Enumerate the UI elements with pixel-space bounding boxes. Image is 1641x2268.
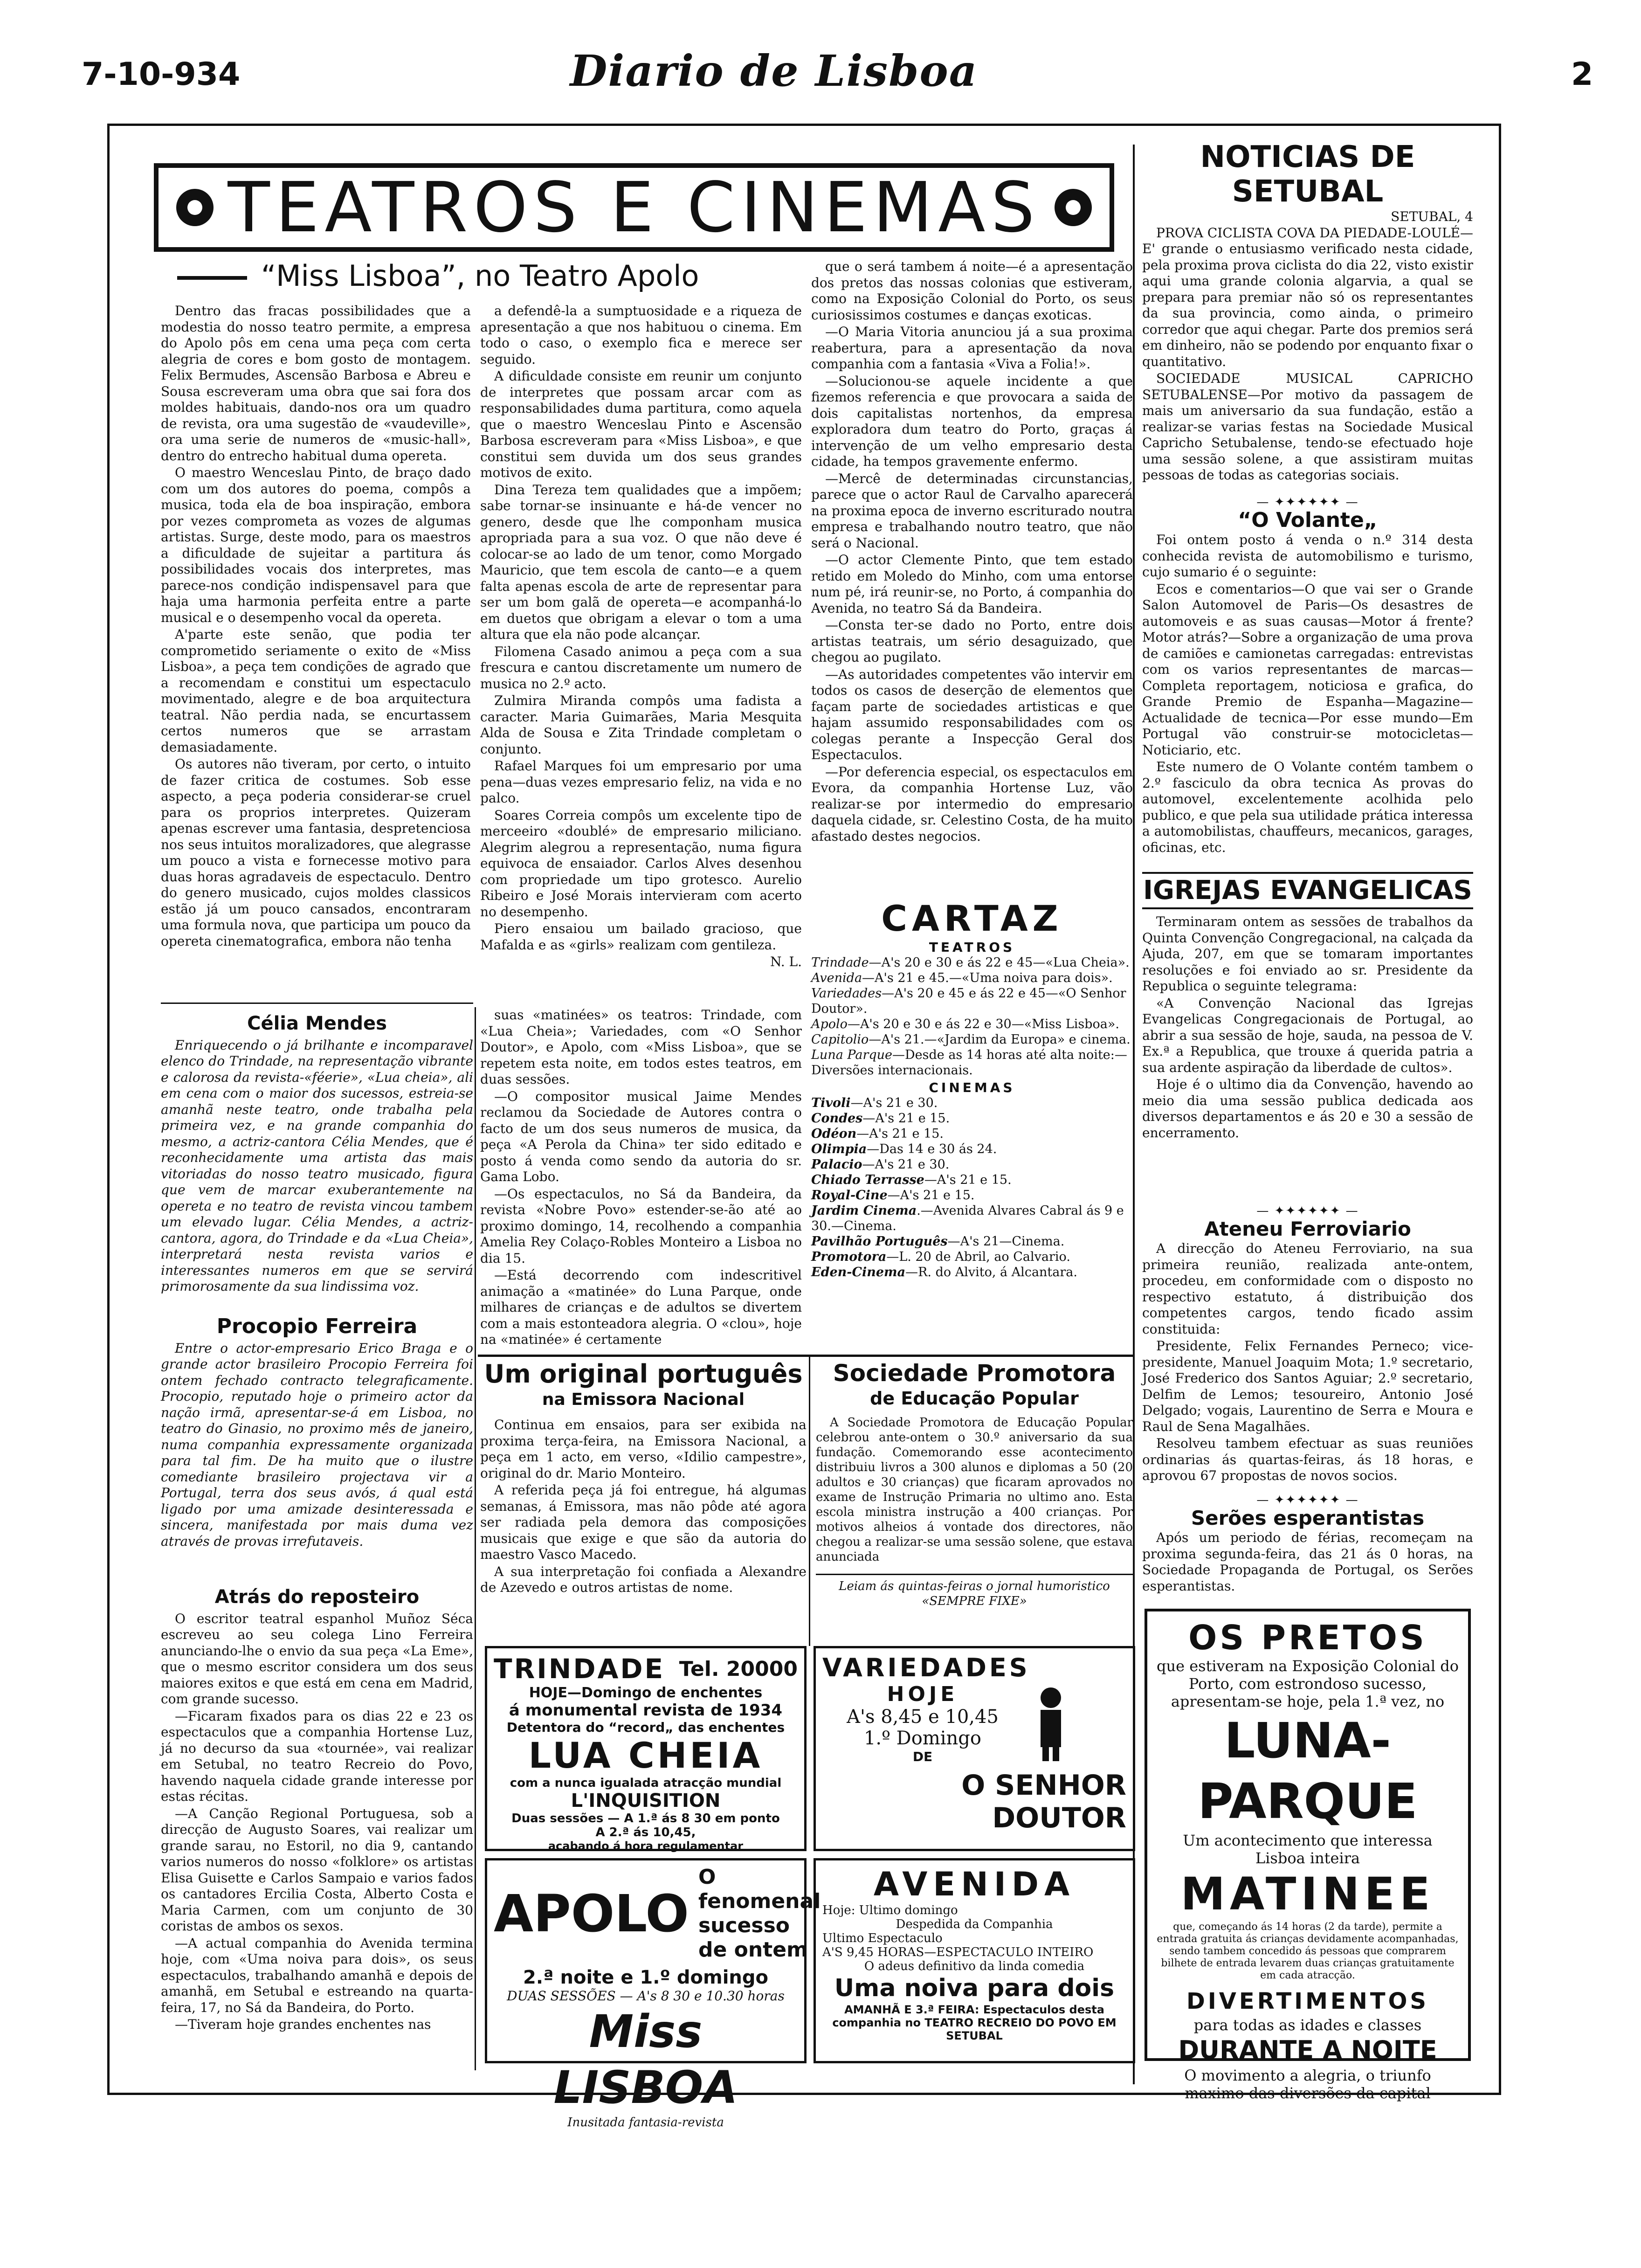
original-subtitle: na Emissora Nacional — [542, 1390, 745, 1409]
listing-name: Promotora — [811, 1250, 887, 1264]
listing-name: Trindade — [811, 955, 869, 970]
ad-variedades — [814, 1646, 1135, 1851]
column-divider — [475, 1007, 476, 2070]
ad-line: Ultimo Espectaculo — [822, 1931, 943, 1945]
divider-ornament: — ✦✦✦✦✦✦ — — [1256, 495, 1359, 509]
article-noticias-setubal — [1142, 140, 1473, 485]
ad-avenida — [814, 1858, 1135, 2063]
article-ateneu-ferroviario — [1142, 1203, 1473, 1501]
paragraph: A dificuldade consiste em reunir um conjunto de interpretes que possam arcar com as responsabilidades duma partitura, como aquela que o maestro Wenceslau Pinto e Ascensão Barbosa escreveram para «Miss Lisboa», e que constitui sem duvida um dos seus grandes motivos de exito. — [480, 368, 802, 480]
trindade-show: LUA CHEIA — [528, 1735, 763, 1776]
paragraph: —Os espectaculos, no Sá da Bandeira, da revista «Nobre Povo» estender-se-ão até ao proximo domingo, 14, recolhendo a companhia Amelia Rey Colaço-Robles Monteiro a Lisboa no dia 15. — [480, 1186, 802, 1266]
ad-line: L'INQUISITION — [571, 1790, 721, 1812]
paragraph: —Solucionou-se aquele incidente a que fizemos referencia e que provocara a saida de dois capitalistas nortenhos, da empresa exploradora dum teatro do Porto, graças á intervenção de um velho empresario desta cidade, ha tempos gravemente enfermo. — [811, 373, 1133, 469]
paragraph: PROVA CICLISTA COVA DA PIEDADE-LOULÉ—E' grande o entusiasmo verificado nesta cidade, pela proxima prova ciclista do dia 22, visto existir aqui uma grande colonia algarvia, a qual se prepara para premiar não só os representantes da sua provincia, como ainda, o primeiro corredor que aqui chegar. Parte dos premios será em dinheiro, não se podendo por enquanto fixar o quantitativo. — [1142, 225, 1473, 369]
volante-title: “O Volante„ — [1238, 508, 1378, 532]
article-miss-lisboa-col2 — [480, 303, 802, 993]
listing-name: Eden-Cinema — [811, 1265, 906, 1279]
luna-name: LUNA-PARQUE — [1198, 1712, 1418, 1830]
listing-row — [811, 1047, 1133, 1078]
headline-text: “Miss Lisboa”, no Teatro Apolo — [261, 259, 699, 293]
paragraph: —A actual companhia do Avenida termina hoje, com «Uma noiva para dois», os seus espectaculos, trabalhando amanhã e depois de amanhã, em Setubal e estreando na quarta-feira, 17, no Sá da Bandeira, do Porto. — [161, 1935, 473, 2015]
article-original-portugues — [480, 1359, 807, 1648]
listing-text: —A's 21 e 30. — [850, 1096, 938, 1110]
avenida-show: Uma noiva para dois — [834, 1974, 1115, 2002]
avenida-name: AVENIDA — [873, 1865, 1076, 1903]
sempre-fixe-note: Leiam ás quintas-feiras o jornal humoristico «SEMPRE FIXE» — [816, 1574, 1133, 1609]
paragraph: Este numero de O Volante contém tambem o 2.º fasciculo da obra tecnica As provas do automovel, excelentemente acolhida pelo publico, e que pela sua utilidade prática interessa a automobilistas, chauffeurs, mecanicos, garages, oficinas, etc. — [1142, 759, 1473, 855]
ad-line: A 2.ª ás 10,45, — [595, 1825, 696, 1839]
article-miss-lisboa-col1 — [161, 303, 471, 993]
article-celia-mendes — [161, 1007, 473, 1310]
listing-text: —A's 21.—«Jardim da Europa» e cinema. — [869, 1032, 1131, 1047]
paragraph: Ecos e comentarios—O que vai ser o Grande Salon Automovel de Paris—Os desastres de automoveis e as suas causas—Motor á frente? Motor atrás?—Sobre a organização de uma prova de camiões e camionetas carregadas: entrevistas com os varios representantes de marcas—Completa reportagem, noticiosa e grafica, do Grande Premio de Espanha—Magazine—Actualidade de tecnica—Por esse mundo—Em Portugal vão construir-se motocicletas—Noticiario, etc. — [1142, 581, 1473, 758]
listing-name: Variedades — [811, 986, 882, 1001]
listing-text: —A's 21 e 15. — [924, 1173, 1012, 1187]
ad-line: que estiveram na Exposição Colonial do Porto, com estrondoso sucesso, apresentam-se hoje, pela 1.ª vez, no — [1157, 1657, 1459, 1710]
paragraph: A referida peça já foi entregue, há algumas semanas, á Emissora, mas não pôde até agora ser radiada pela demora das composições musicais que exige e que são da autoria do maestro Vasco Macedo. — [480, 1482, 807, 1562]
luna-noite: DURANTE A NOITE — [1178, 2035, 1437, 2065]
listing-text: —A's 20 e 45 e ás 22 e 45—«O Senhor Doutor». — [811, 986, 1126, 1016]
listing-row — [811, 1141, 1133, 1157]
variedades-show: O SENHOR DOUTOR — [961, 1769, 1126, 1834]
ad-line: que, começando ás 14 horas (2 da tarde), permite a entrada gratuita ás crianças devidamente acompanhadas, sendo tambem concedido ás pessoas que comprarem bilhete de entrada levarem duas crianças gratuitamente em cada atracção. — [1157, 1921, 1459, 1981]
paragraph: A sua interpretação foi confiada a Alexandre de Azevedo e outros artistas de nome. — [480, 1563, 807, 1595]
article-sociedade-promotora — [816, 1359, 1133, 1648]
teatros-label: TEATROS — [929, 940, 1015, 955]
variedades-name: VARIEDADES — [822, 1653, 1030, 1682]
theatre-news-continued — [480, 1007, 802, 1352]
setubal-title: NOTICIAS DE SETUBAL — [1200, 140, 1415, 209]
listing-name: Tivoli — [811, 1096, 851, 1110]
article-o-volante — [1142, 494, 1473, 867]
headline-miss-lisboa — [177, 259, 830, 293]
paragraph: Filomena Casado animou a peça com a sua frescura e cantou discretamente um numero de musica no 2.º acto. — [480, 643, 802, 691]
arrow-icon — [177, 276, 247, 280]
paragraph: que o será tambem á noite—é a apresentação dos pretos das nossas colonias que estiveram, como na Exposição Colonial do Porto, os seus curiosissimos costumes e danças exoticas. — [811, 259, 1133, 323]
listing-name: Pavilhão Português — [811, 1234, 948, 1249]
paragraph: Dentro das fracas possibilidades que a modestia do nosso teatro permite, a empresa do Apolo pôs em cena uma peça com certa alegria de cores e bom gosto de montagem. Felix Bermudes, Ascensão Barbosa e Abreu e Sousa escreveram uma obra que sai fora dos moldes habituais, dando-nos ora um quadro de revista, ora uma sugestão de «vaudeville», ora uma serie de numeros de «music-hall», dentro do entrecho habitual duma opereta. — [161, 303, 471, 463]
listing-row — [811, 1111, 1133, 1126]
trindade-tel: Tel. 20000 — [679, 1657, 798, 1681]
luna-matinee: MATINEE — [1180, 1868, 1435, 1920]
listing-name: Jardim Cinema — [811, 1203, 917, 1218]
listing-text: —Das 14 e 30 ás 24. — [867, 1142, 997, 1156]
listing-text: —Desde as 14 horas até alta noite:—Diversões internacionais. — [811, 1048, 1127, 1078]
paragraph: Rafael Marques foi um empresario por uma pena—duas vezes empresario feliz, na vida e no palco. — [480, 758, 802, 806]
paragraph: —A Canção Regional Portuguesa, sob a direcção de Augusto Soares, vai realizar um grande sarau, no Estoril, no dia 9, cantando varios numeros do nosso «folklore» os artistas Elisa Guisette e Carlos Sampaio e varios fados os cantadores Ercilia Costa, Alberto Costa e Maria Carmen, com um conjunto de 30 coristas de ambos os sexos. — [161, 1805, 473, 1934]
banner-dot-icon — [176, 189, 214, 226]
ad-line: á monumental revista de 1934 — [509, 1701, 783, 1720]
ad-line: Despedida da Companhia — [896, 1917, 1053, 1931]
apolo-name: APOLO — [494, 1884, 689, 1943]
paragraph: —Mercê de determinadas circunstancias, parece que o actor Raul de Carvalho aparecerá na proxima epoca de inverno escriturado noutra empresa e trabalhando noutro teatro, que não será o Nacional. — [811, 470, 1133, 551]
listing-row — [811, 1249, 1133, 1265]
article-igrejas-evangelicas — [1142, 872, 1473, 1208]
paragraph: Presidente, Felix Fernandes Perneco; vice-presidente, Manuel Joaquim Mota; 1.º secretario, José Frederico dos Santos Aguiar; 2.º secretario, Delfim de Lemos; tesoureiro, Antonio José Delgado; vogais, Laurentino de Serra e Moura e Raul de Sena Magalhães. — [1142, 1338, 1473, 1434]
listing-row — [811, 955, 1133, 970]
paragraph: «A Convenção Nacional das Igrejas Evangelicas Congregacionais de Portugal, ao abrir a sua sessão de hoje, sauda, na pessoa de V. Ex.ª a Republica, que trouxe á querida patria a sua ardente aspiração da liberdade de cultos». — [1142, 995, 1473, 1075]
article-procopio — [161, 1310, 473, 1581]
paragraph: Resolveu tambem efectuar as suas reuniões ordinarias ás quartas-feiras, ás 18 horas, e aprovou 67 propostas de novos socios. — [1142, 1436, 1473, 1483]
ad-line: Inusitada fantasia-revista — [567, 2116, 724, 2130]
ad-line: HOJE — [887, 1682, 958, 1706]
ad-line: para todas as idades e classes — [1193, 2016, 1422, 2034]
signature: N. L. — [770, 954, 802, 969]
paragraph: —Consta ter-se dado no Porto, entre dois artistas teatrais, um sério desaguizado, que chegou ao pugilato. — [811, 617, 1133, 665]
celia-title: Célia Mendes — [247, 1013, 387, 1034]
listing-text: —A's 21 e 15. — [862, 1111, 950, 1126]
paragraph: Dina Tereza tem qualidades que a impõem; sabe tornar-se insinuante e há-de vencer no genero, desde que lhe componham musica apropriada para a sua voz. O que não deve é colocar-se ao lado de um tenor, como Morgado Mauricio, que tem escola de canto—e a quem falta apenas escola de arte de representar para ser um bom galã de opereta—e acompanhá-lo em duetos que obrigam a elevar o tom a uma altura que ela não pode alcançar. — [480, 482, 802, 642]
apolo-tag: O fenomenal sucesso de ontem — [698, 1865, 821, 1962]
paragraph: Foi ontem posto á venda o n.º 314 desta conhecida revista de automobilismo e turismo, cujo sumario é o seguinte: — [1142, 532, 1473, 580]
cartaz-listings — [811, 898, 1133, 1355]
promotora-title: Sociedade Promotora — [833, 1360, 1116, 1387]
column-divider — [809, 1357, 810, 1646]
apolo-show: Miss LISBOA — [553, 2005, 738, 2114]
paragraph: —O compositor musical Jaime Mendes reclamou da Sociedade de Autores contra o facto de um dos seus numeros de musica, da peça «A Perola da China» ter sido editado e posto á venda como sendo da autoria do sr. Gama Lobo. — [480, 1088, 802, 1184]
igrejas-title: IGREJAS EVANGELICAS — [1142, 872, 1473, 909]
newspaper-title: Diario de Lisboa — [570, 46, 978, 96]
listing-text: —R. do Alvito, á Alcantara. — [905, 1265, 1077, 1279]
ad-line: DUAS SESSÕES — A's 8 30 e 10.30 horas — [507, 1988, 785, 2004]
banner-dot-icon — [1055, 189, 1092, 226]
ad-line: Detentora do “record„ das enchentes — [506, 1720, 785, 1735]
listing-row — [811, 1095, 1133, 1111]
listing-name: Olimpia — [811, 1142, 867, 1156]
paragraph: A'parte este senão, que podia ter comprometido seriamente o exito de «Miss Lisboa», a peça tem condições de agrado que a recomendam e constitui um espectaculo movimentado, alegre e de boa arquitectura teatral. Não perdia nada, se encurtassem certos numeros que se arrastam demasiadamente. — [161, 627, 471, 755]
luna-title: OS PRETOS — [1188, 1618, 1427, 1657]
divider-ornament: — ✦✦✦✦✦✦ — — [1256, 1204, 1359, 1218]
divider — [478, 1355, 1133, 1357]
listing-row — [811, 1234, 1133, 1249]
ad-line: Hoje: Ultimo domingo — [822, 1903, 958, 1917]
listing-name: Capitolio — [811, 1032, 869, 1047]
listing-name: Chiado Terrasse — [811, 1173, 924, 1187]
listing-text: —A's 21 e 45.—«Uma noiva para dois». — [862, 971, 1113, 985]
ad-apolo — [485, 1858, 821, 2130]
listing-row — [811, 1126, 1133, 1141]
paragraph: Hoje é o ultimo dia da Convenção, havendo ao meio dia uma sessão publica dedicada aos diversos departamentos e ás 20 e 30 a sessão de encerramento. — [1142, 1077, 1473, 1141]
listing-name: Condes — [811, 1111, 863, 1126]
paragraph: —Está decorrendo com indescritivel animação a «matinée» do Luna Parque, onde milhares de crianças e de adultos se divertem com a mais estonteadora alegria. O «clou», hoje na «matinée» é certamente — [480, 1267, 802, 1347]
paragraph: —Por deferencia especial, os espectaculos em Evora, da companhia Hortense Luz, vão realizar-se por intermedio do empresario daquela cidade, sr. Celestino Costa, de ha muito afastado destes negocios. — [811, 764, 1133, 844]
ad-line: O movimento a alegria, o triunfo maximo das diversões da capital — [1184, 2067, 1431, 2102]
listing-row — [811, 1032, 1133, 1047]
ad-trindade — [485, 1646, 807, 1851]
ad-line: acabando á hora regulamentar — [548, 1839, 744, 1853]
paragraph: a defendê-la a sumptuosidade e a riqueza de apresentação a que nos habituou o cinema. Em todo o caso, o exemplo fica e merece ser seguido. — [480, 303, 802, 367]
paragraph: Após um periodo de férias, recomeçam na proxima segunda-feira, das 21 ás 0 horas, na Sociedade Propaganda de Portugal, os Serões esperantistas. — [1142, 1530, 1473, 1594]
listing-text: —A's 21 e 30. — [862, 1157, 950, 1172]
cinemas-list — [811, 1095, 1133, 1280]
listing-text: —A's 21 e 15. — [887, 1188, 975, 1203]
listing-text: —A's 20 e 30 e ás 22 e 45—«Lua Cheia». — [869, 955, 1130, 970]
original-title: Um original português — [484, 1359, 803, 1389]
listing-name: Apolo — [811, 1017, 848, 1031]
listing-row — [811, 1016, 1133, 1032]
banner-title: TEATROS E CINEMAS — [228, 167, 1041, 248]
paragraph: Terminaram ontem as sessões de trabalhos da Quinta Convenção Congregacional, na calçada da Ajuda, 207, em que se tomaram importantes resoluções e foi enviado ao sr. Presidente da Republica o seguinte telegrama: — [1142, 914, 1473, 994]
ad-line: A'S 9,45 HORAS—ESPECTACULO INTEIRO — [822, 1945, 1094, 1959]
ateneu-title: Ateneu Ferroviario — [1204, 1217, 1411, 1240]
paragraph: —Tiveram hoje grandes enchentes nas — [175, 2017, 431, 2032]
article-reposteiro — [161, 1581, 473, 2066]
paragraph: A direcção do Ateneu Ferroviario, na sua primeira reunião, realizada ante-ontem, procedeu, em conformidade com o disposto no respectivo estatuto, á distribuição dos competentes cargos, tendo ficado assim constituida: — [1142, 1241, 1473, 1337]
ad-line: Duas sessões — A 1.ª ás 8 30 em ponto — [511, 1812, 780, 1825]
ad-line: HOJE—Domingo de enchentes — [529, 1685, 763, 1701]
ad-line: AMANHÃ E 3.ª FEIRA: Espectaculos desta companhia no TEATRO RECREIO DO POVO EM SETUBAL — [832, 2003, 1117, 2042]
paragraph: A Sociedade Promotora de Educação Popular celebrou ante-ontem o 30.º aniversario da sua fundação. Comemorando esse acontecimento distribuiu livros a 300 alunos e diplomas a 50 (20 adultos e 30 crianças) que ficaram aprovados no exame de Instrução Primaria no ultimo ano. Esta escola ministra instrução a 400 crianças. Por motivos alheios á vontade dos directores, não chegou a realizar-se uma sessão solene, que estava anunciada — [816, 1416, 1133, 1564]
page-number: 2 — [1571, 56, 1593, 93]
listing-name: Royal-Cine — [811, 1188, 888, 1203]
theatre-news-column — [811, 259, 1133, 893]
section-banner — [154, 163, 1114, 252]
listing-text: —A's 21—Cinema. — [947, 1234, 1065, 1249]
listing-row — [811, 986, 1133, 1016]
listing-text: —A's 21 e 15. — [856, 1127, 944, 1141]
trindade-name: TRINDADE — [494, 1653, 665, 1685]
setubal-dateline: SETUBAL, 4 — [1391, 209, 1473, 224]
divider-ornament: — ✦✦✦✦✦✦ — — [1256, 1493, 1359, 1507]
listing-name: Avenida — [811, 971, 862, 985]
paragraph: O escritor teatral espanhol Muñoz Séca escreveu ao seu colega Lino Ferreira anunciando-lhe o envio da sua peça «La Eme», que o mesmo escritor considera um dos seus maiores exitos e que está em cena em Madrid, com grande sucesso. — [161, 1611, 473, 1707]
cinemas-label: CINEMAS — [929, 1080, 1015, 1095]
listing-row — [811, 970, 1133, 986]
ad-line: Um acontecimento que interessa Lisboa inteira — [1183, 1832, 1433, 1867]
listing-name: Odéon — [811, 1127, 857, 1141]
ad-line: O adeus definitivo da linda comedia — [864, 1959, 1085, 1973]
paragraph: —As autoridades competentes vão intervir em todos os casos de deserção de elementos que façam parte de sociedades artisticas e que hajam assumido responsabilidades com os colegas perante a Inspecção Geral dos Espectaculos. — [811, 666, 1133, 762]
paragraph: suas «matinées» os teatros: Trindade, com «Lua Cheia»; Variedades, com «O Senhor Doutor», e Apolo, com «Miss Lisboa», que se repetem esta noite, em todos estes teatros, em duas sessões. — [480, 1007, 802, 1087]
paragraph: —Ficaram fixados para os dias 22 e 23 os espectaculos que a companhia Hortense Luz, já no decurso da sua «tournée», vai realizar em Setubal, no teatro Recreio do Povo, havendo naquela cidade grande interesse por estas récitas. — [161, 1708, 473, 1804]
ad-luna-parque — [1145, 1609, 1471, 2102]
listing-text: .—Avenida Alvares Cabral ás 9 e 30.—Cinema. — [811, 1203, 1124, 1233]
ad-line: DE — [912, 1749, 933, 1764]
article-seroes-esperantistas — [1142, 1492, 1473, 1604]
listing-row — [811, 1265, 1133, 1280]
listing-row — [811, 1203, 1133, 1234]
figure-illustration-icon — [1023, 1684, 1079, 1763]
paragraph: Zulmira Miranda compôs uma fadista a caracter. Maria Guimarães, Maria Mesquita Alda de Sousa e Zita Trindade completam o conjunto. — [480, 693, 802, 757]
luna-divertimentos: DIVERTIMENTOS — [1186, 1988, 1429, 2014]
listing-text: —A's 20 e 30 e ás 22 e 30—«Miss Lisboa». — [847, 1017, 1119, 1031]
paragraph: Os autores não tiveram, por certo, o intuito de fazer critica de costumes. Sob esse aspecto, a peça poderia considerar-se cruel para os proprios interpretes. Quizeram apenas escrever uma fantasia, despretenciosa nos seus intuitos moralizadores, que alegrasse um pouco a vista e fornecesse motivo para duas horas agradaveis de espectaculo. Dentro do genero musicado, cujos moldes classicos estão já um pouco cansados, encontraram uma formula nova, que participa um pouco da opereta cinematografica, embora não tenha — [161, 756, 471, 949]
ad-line: A's 8,45 e 10,45 — [847, 1706, 999, 1728]
issue-date: 7-10-934 — [82, 56, 241, 93]
seroes-title: Serões esperantistas — [1191, 1506, 1425, 1529]
reposteiro-title: Atrás do reposteiro — [214, 1586, 420, 1608]
listing-row — [811, 1172, 1133, 1188]
listing-row — [811, 1188, 1133, 1203]
promotora-subtitle: de Educação Popular — [870, 1388, 1079, 1409]
listing-row — [811, 1157, 1133, 1172]
listing-name: Luna Parque — [811, 1048, 892, 1062]
listing-name: Palacio — [811, 1157, 862, 1172]
listing-text: —L. 20 de Abril, ao Calvario. — [886, 1250, 1070, 1264]
paragraph: Enriquecendo o já brilhante e incomparavel elenco do Trindade, na representação vibrante e calorosa da revista-«féerie», «Lua cheia», ali em cena com o maior dos sucessos, estreia-se amanhã neste teatro, onde trabalha pela primeira vez, e na grande companhia do mesmo, a actriz-cantora Célia Mendes, que é reconhecidamente uma artista das mais vitoriadas do nosso teatro musicado, figura que vem de marcar exuberantemente na opereta e no teatro de revista vincou tambem um elevado lugar. Célia Mendes, a actriz-cantora, agora, do Trindade e da «Lua Cheia», interpretará nesta revista varios e interessantes numeros em que se servirá primorosamente da sua lindissima voz. — [161, 1037, 473, 1294]
paragraph: SOCIEDADE MUSICAL CAPRICHO SETUBALENSE—Por motivo da passagem de mais um aniversario da sua fundação, estão a realizar-se varias festas na Sociedade Musical Capricho Setubalense, tendo-se efectuado hoje uma sessão solene, a que assistiram muitas pessoas de todas as categorias sociais. — [1142, 371, 1473, 483]
ad-line: 1.º Domingo — [863, 1728, 981, 1749]
cartaz-title: CARTAZ — [881, 898, 1063, 939]
paragraph: Continua em ensaios, para ser exibida na proxima terça-feira, na Emissora Nacional, a peça em 1 acto, em verso, «Idilio campestre», original do dr. Mario Monteiro. — [480, 1417, 807, 1481]
ad-line: 2.ª noite e 1.º domingo — [523, 1967, 768, 1988]
procopio-title: Procopio Ferreira — [216, 1314, 418, 1338]
paragraph: Piero ensaiou um bailado gracioso, que Mafalda e as «girls» realizam com gentileza. — [480, 921, 802, 953]
paragraph: Entre o actor-empresario Erico Braga e o grande actor brasileiro Procopio Ferreira foi ontem fechado contracto telegraficamente. Procopio, reputado hoje o primeiro actor da nação irmã, apresentar-se-á em Lisboa, no teatro do Ginasio, no proximo mês de janeiro, numa companhia expressamente organizada para tal fim. De ha muito que o ilustre comediante brasileiro projectava vir a Portugal, terra dos seus avós, á qual está ligado por uma amizade desinteressada e sincera, manifestada por mais duma vez através de provas irrefutaveis. — [161, 1340, 473, 1549]
paragraph: —O actor Clemente Pinto, que tem estado retido em Moledo do Minho, com uma entorse num pé, irá reunir-se, no Porto, á companhia do Avenida, no teatro Sá da Bandeira. — [811, 552, 1133, 616]
paragraph: —O Maria Vitoria anunciou já a sua proxima reabertura, para a apresentação da nova companhia com a fantasia «Viva a Folia!». — [811, 324, 1133, 372]
paragraph: Soares Correia compôs um excelente tipo de merceeiro «doublé» de empresario miliciano. Alegrim alegrou a representação, numa figura equivoca de ensaiador. Carlos Alves desenhou com propriedade um tipo grotesco. Aurelio Ribeiro e José Morais intervieram com acerto no desempenho. — [480, 807, 802, 920]
ad-line: com a nunca igualada atracção mundial — [510, 1776, 782, 1790]
paragraph: O maestro Wenceslau Pinto, de braço dado com um dos autores do poema, compôs a musica, toda ela de boa inspiração, embora por vezes comprometa as vozes de algumas artistas. Surge, deste modo, para os maestros a dificuldade de sujeitar a partitura ás possibilidades vocais dos interpretes, mas parece-nos condição indispensavel para que haja uma harmonia perfeita entre a parte musical e o desempenho vocal da opereta. — [161, 465, 471, 625]
divider — [161, 1003, 473, 1004]
teatros-list — [811, 955, 1133, 1078]
